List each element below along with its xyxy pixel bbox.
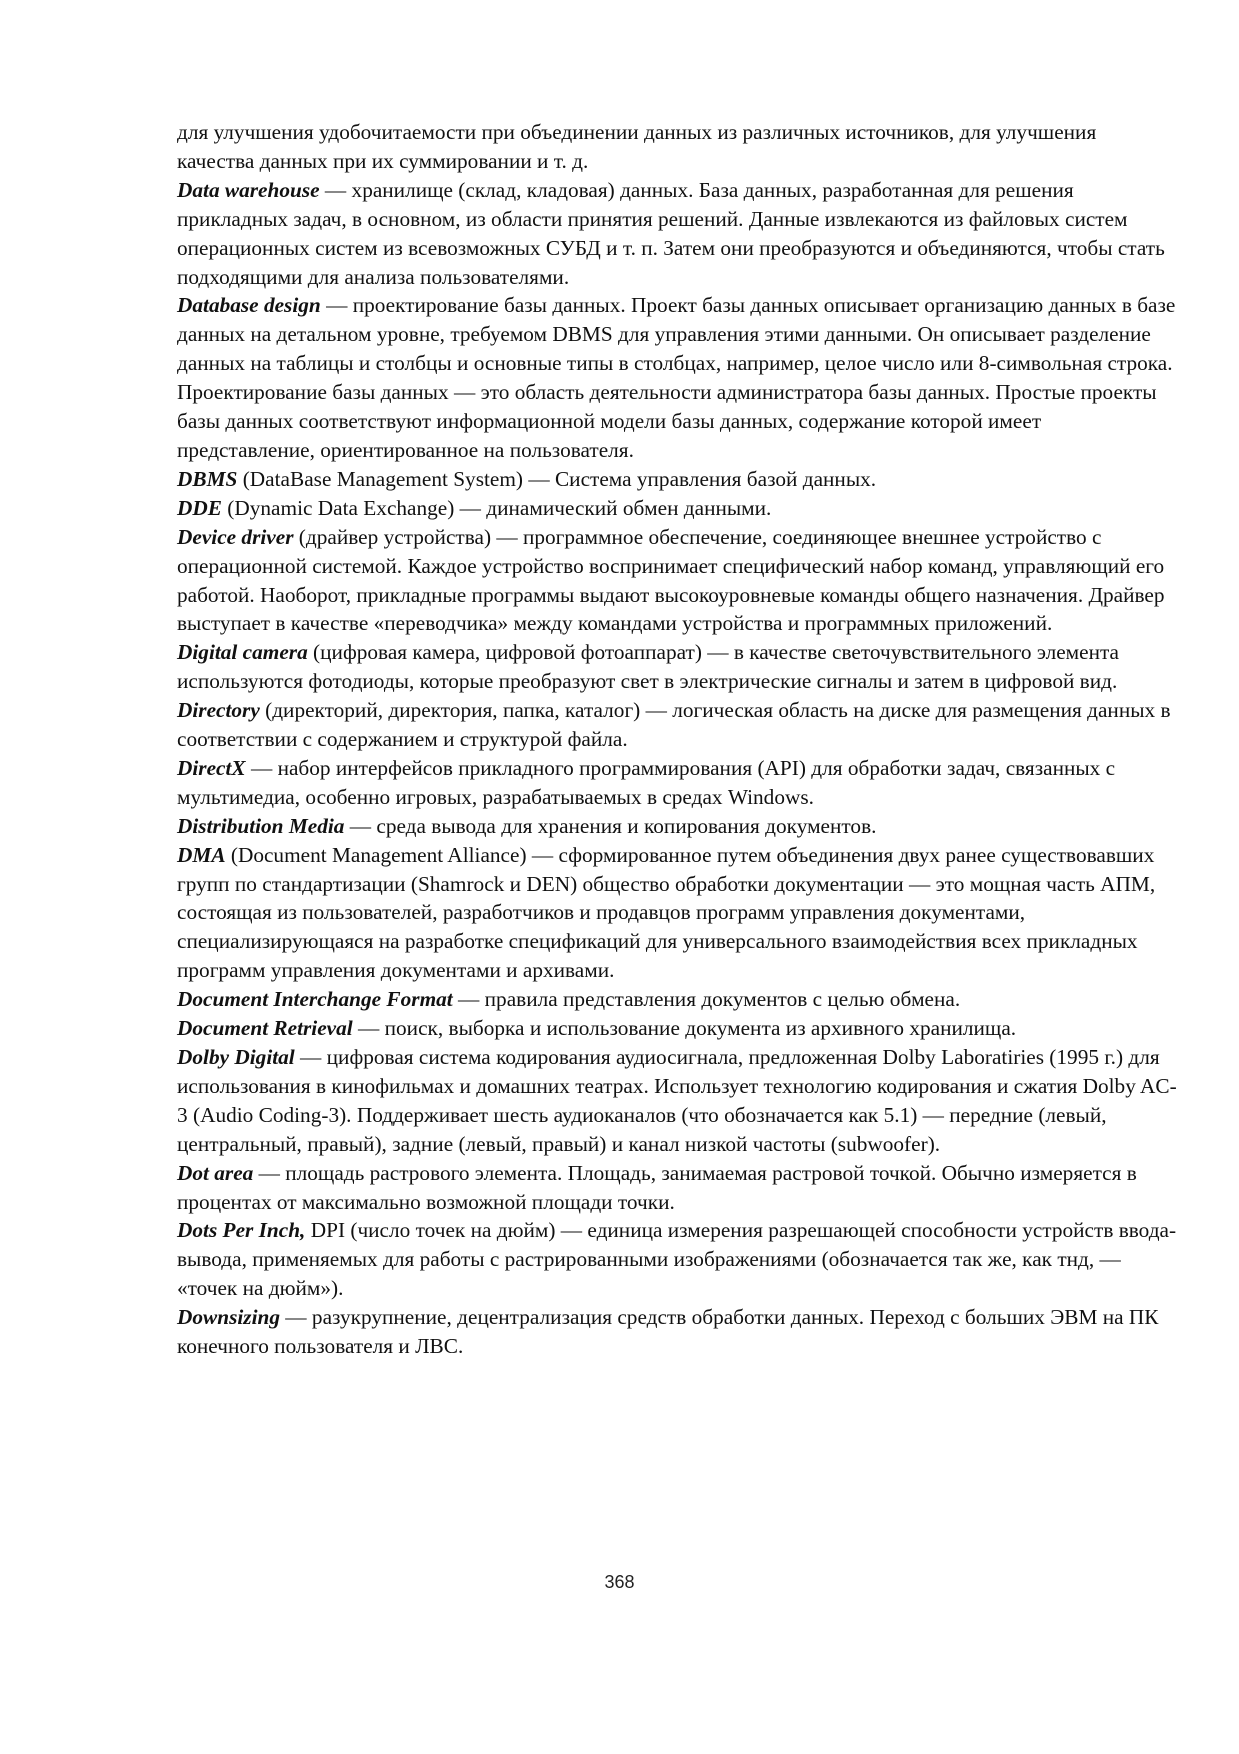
entry-term: Dot area bbox=[177, 1160, 254, 1185]
glossary-entry-dolby-digital bbox=[177, 1043, 1177, 1159]
entry-text: (цифровая камера, цифровой фотоаппарат) — в качестве светочувствительного элемента используются фотодиоды, которые преобразуют свет в электрические сигналы и затем в цифровой вид. bbox=[177, 640, 1120, 694]
glossary-entry-dma bbox=[177, 841, 1177, 986]
entry-term: Distribution Media bbox=[177, 813, 345, 838]
entry-term: DBMS bbox=[177, 466, 238, 491]
glossary-entry-document-interchange-format bbox=[177, 985, 1177, 1014]
entry-text: — правила представления документов с целью обмена. bbox=[452, 987, 961, 1012]
glossary-entry-downsizing bbox=[177, 1303, 1177, 1361]
glossary-text bbox=[177, 118, 1177, 1361]
entry-term: Database design bbox=[177, 293, 321, 318]
glossary-entry-dot-area bbox=[177, 1159, 1177, 1217]
entry-text: (директорий, директория, папка, каталог) — логическая область на диске для размещения данных в соответствии с содержанием и структурой файла. bbox=[177, 698, 1171, 752]
entry-term: Directory bbox=[177, 698, 260, 723]
glossary-entry-database-design bbox=[177, 291, 1177, 464]
glossary-entry-continuation bbox=[177, 118, 1177, 176]
entry-text: — поиск, выборка и использование документа из архивного хранилища. bbox=[352, 1016, 1017, 1041]
entry-text: — разукрупнение, децентрализация средств обработки данных. Переход с больших ЭВМ на ПК конечного пользователя и ЛВС. bbox=[177, 1305, 1159, 1359]
entry-text: (Dynamic Data Exchange) — динамический обмен данными. bbox=[221, 495, 772, 520]
glossary-entry-directx bbox=[177, 754, 1177, 812]
entry-term: Downsizing bbox=[177, 1305, 280, 1330]
entry-term: Dots Per Inch, bbox=[177, 1218, 306, 1243]
entry-term: DMA bbox=[177, 842, 226, 867]
entry-text: — цифровая система кодирования аудиосигнала, предложенная Dolby Laboratiries (1995 г.) для использования в кинофильмах и домашних театрах. Использует технологию кодирования и сжатия Dolby AC-3 (Audio Coding-3). Поддерживает шесть аудиоканалов (что обозначается как 5.1) — передние (левый, центральный, правый), задние (левый, правый) и канал низкой частоты (subwoofer). bbox=[177, 1045, 1177, 1156]
entry-text: — проектирование базы данных. Проект базы данных описывает организацию данных в базе данных на детальном уровне, требуемом DBMS для управления этими данными. Он описывает разделение данных на таблицы и столбцы и основные типы в столбцах, например, целое число или 8-символьная строка. Проектирование базы данных — это область деятельности администратора базы данных. Простые проекты базы данных соответствуют информационной модели базы данных, содержание которой имеет представление, ориентированное на пользователя. bbox=[177, 293, 1176, 462]
glossary-entry-dde bbox=[177, 494, 1177, 523]
glossary-entry-dots-per-inch bbox=[177, 1216, 1177, 1303]
entry-term: Dolby Digital bbox=[177, 1045, 295, 1069]
glossary-entry-data-warehouse bbox=[177, 176, 1177, 292]
entry-term: Data warehouse bbox=[177, 177, 320, 202]
glossary-entry-dbms bbox=[177, 465, 1177, 494]
glossary-entry-device-driver bbox=[177, 523, 1177, 639]
entry-term: Device driver bbox=[177, 524, 294, 549]
entry-term: Document Retrieval bbox=[177, 1016, 353, 1041]
entry-text: для улучшения удобочитаемости при объединении данных из различных источников, для улучшения качества данных при их суммировании и т. д. bbox=[177, 120, 1097, 173]
entry-text: (DataBase Management System) — Система управления базой данных. bbox=[237, 466, 877, 491]
glossary-entry-directory bbox=[177, 696, 1177, 754]
entry-text: — среда вывода для хранения и копирования документов. bbox=[344, 813, 877, 838]
entry-text: — хранилище (склад, кладовая) данных. База данных, разработанная для решения прикладных задач, в основном, из области принятия решений. Данные извлекаются из файловых систем операционных систем из всевозможных СУБД и т. п. Затем они преобразуются и объединяются, чтобы стать подходящими для анализа пользователями. bbox=[177, 177, 1165, 289]
entry-text: — площадь растрового элемента. Площадь, занимаемая растровой точкой. Обычно измеряется в процентах от максимально возможной площади точки. bbox=[177, 1160, 1137, 1214]
page-number: 368 bbox=[604, 1572, 635, 1592]
entry-text: (Document Management Alliance) — сформированное путем объединения двух ранее существовавших групп по стандартизации (Shamrock и DEN) общество обработки документации — это мощная часть АПМ, состоящая из пользователей, разработчиков и продавцов программ управления документами, специализирующаяся на разработке спецификаций для универсального взаимодействия всех прикладных программ управления документами и архивами. bbox=[177, 842, 1156, 983]
glossary-entry-digital-camera bbox=[177, 638, 1177, 696]
entry-term: Digital camera bbox=[177, 640, 308, 665]
entry-text: — набор интерфейсов прикладного программирования (API) для обработки задач, связанных с мультимедиа, особенно игровых, разрабатываемых в средах Windows. bbox=[177, 755, 1116, 809]
entry-text: (драйвер устройства) — программное обеспечение, соединяющее внешнее устройство с операционной системой. Каждое устройство воспринимает специфический набор команд, управляющий его работой. Наоборот, прикладные программы выдают высокоуровневые команды общего назначения. Драйвер выступает в качестве «переводчика» между командами устройства и программных приложений. bbox=[177, 524, 1165, 636]
entry-term: Document Interchange Format bbox=[177, 987, 453, 1012]
entry-term: DDE bbox=[177, 495, 222, 520]
glossary-entry-document-retrieval bbox=[177, 1014, 1177, 1043]
glossary-entry-distribution-media bbox=[177, 812, 1177, 841]
entry-term: DirectX bbox=[177, 755, 246, 780]
entry-text: DPI (число точек на дюйм) — единица измерения разрешающей способности устройств ввода-вывода, применяемых для работы с растрированными изображениями (обозначается так же, как тнд, — «точек на дюйм»). bbox=[177, 1218, 1177, 1301]
